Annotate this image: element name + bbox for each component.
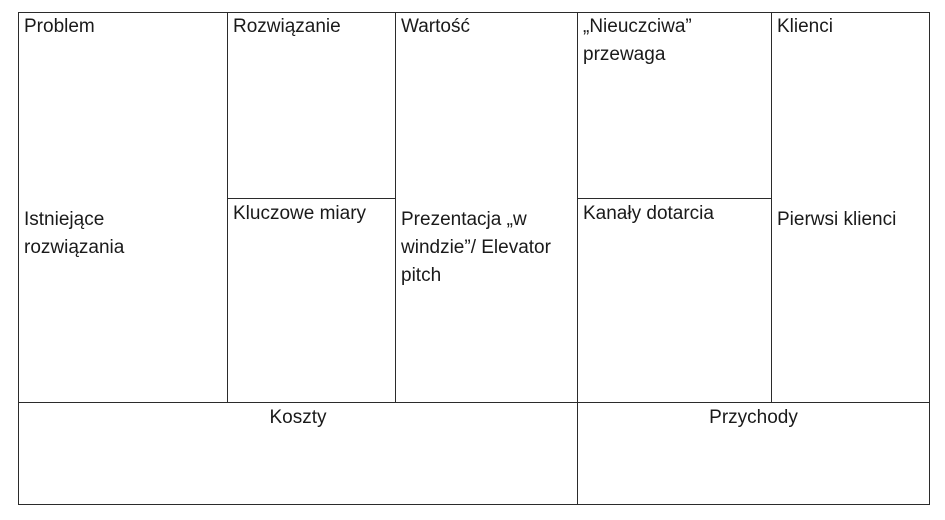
problem-label: Problem — [24, 16, 95, 37]
early-adopters-label: Pierwsi klienci — [777, 209, 897, 230]
divider-col-2 — [395, 12, 396, 403]
solution-label: Rozwiązanie — [233, 16, 341, 37]
revenue-label: Przychody — [709, 407, 798, 428]
key-metrics-label: Kluczowe miary — [233, 203, 367, 224]
divider-bottom-row — [18, 402, 930, 403]
costs-label: Koszty — [269, 407, 327, 428]
elevator-pitch-label: Prezentacja „w windzie”/ Elevator pitch — [401, 209, 551, 286]
channels-label: Kanały dotarcia — [583, 203, 714, 224]
border-right — [929, 12, 930, 505]
divider-advantage-channels — [577, 198, 772, 199]
border-bottom — [18, 504, 930, 505]
customers-label: Klienci — [777, 16, 833, 37]
existing-solutions-label: Istniejące rozwiązania — [24, 209, 125, 258]
divider-solution-metrics — [227, 198, 396, 199]
unfair-advantage-label: „Nieuczciwa” przewaga — [583, 16, 692, 65]
divider-col-4 — [771, 12, 772, 403]
divider-col-1 — [227, 12, 228, 403]
value-label: Wartość — [401, 16, 470, 37]
